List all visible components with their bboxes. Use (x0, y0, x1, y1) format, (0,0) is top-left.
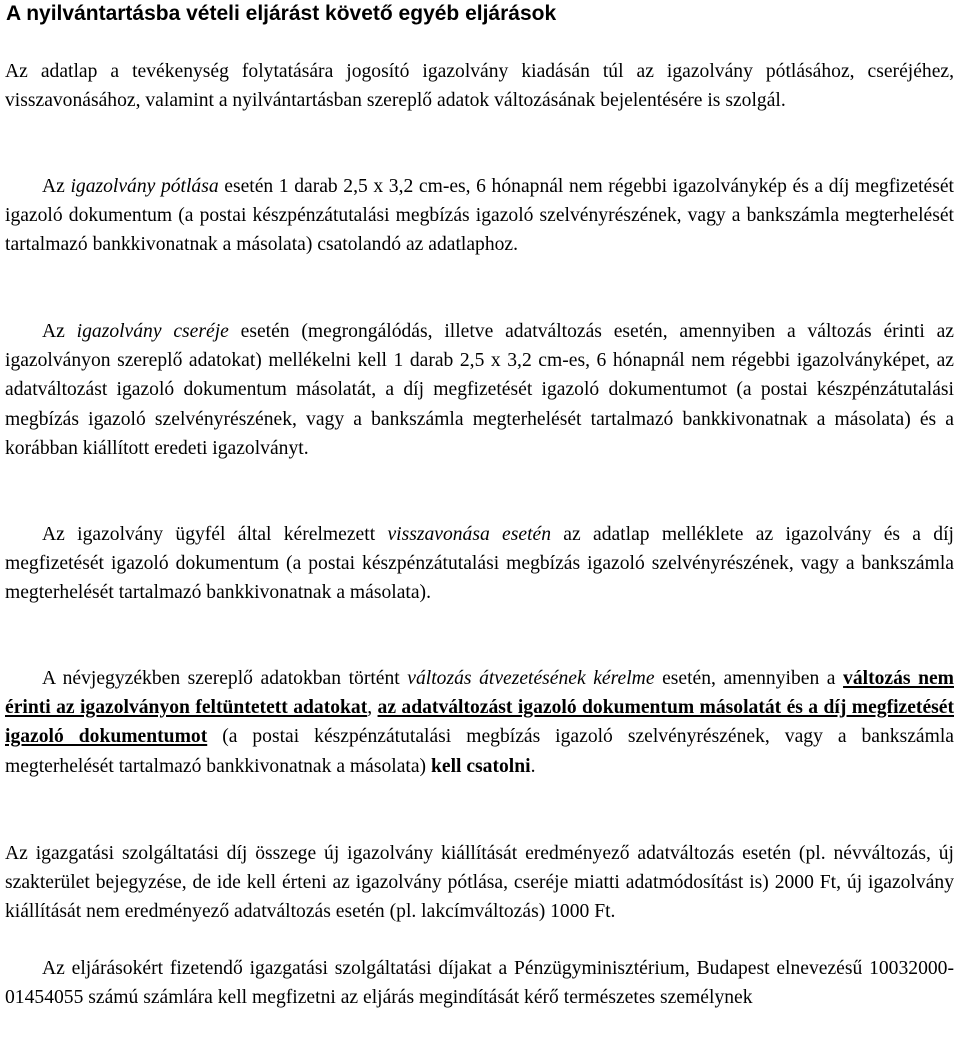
revocation-text-lead: Az igazolvány ügyfél által kérelmezett (42, 524, 388, 545)
replacement-text-lead: Az (42, 176, 71, 197)
exchange-text-lead: Az (42, 321, 77, 342)
change-must-attach: kell csatolni (430, 755, 531, 777)
exchange-term: igazolvány cseréje (76, 321, 229, 342)
payment-paragraph: Az eljárásokért fizetendő igazgatási szolgáltatási díjakat a Pénzügyminisztérium, Budapest elnevezésű 10032000-01454055 számú számlára kell megfizetni az eljárás megindítását kérő természetes személynek (5, 958, 954, 1009)
revocation-term: visszavonása esetén (387, 524, 552, 545)
replacement-text-body: esetén 1 darab 2,5 x 3,2 cm-es, 6 hónapnál nem régebbi igazolványkép és a díj megfizetését igazoló dokumentum (a postai készpénzátutalási megbízás igazoló szelvényrészének, vagy a bankszámla megterhelését tartalmazó bankkivonatnak a másolata) csatolandó az adatlaphoz. (5, 176, 955, 256)
exchange-text-body: esetén (megrongálódás, illetve adatváltozás esetén, amennyiben a változás érinti az igazolványon szereplő adatokat) mellékelni kell 1 darab 2,5 x 3,2 cm-es, 6 hónapnál nem régebbi igazolványképet, az adatváltozást igazoló dokumentum másolatát, a díj megfizetését igazoló dokumentumot (a postai készpénzátutalási megbízás igazoló szelvényrészének, vagy a bankszámla megterhelését tartalmazó bankkivonatnak a másolata) és a korábban kiállított eredeti igazolványt. (5, 321, 954, 459)
change-text-lead: A névjegyzékben szereplő adatokban történt (42, 668, 408, 689)
change-condition-emphasis: változás nem érinti az igazolványon feltüntetett adatokat (5, 668, 954, 719)
change-separator: , (367, 697, 378, 719)
intro-paragraph: Az adatlap a tevékenység folytatására jogosító igazolvány kiadásán túl az igazolvány pótlásához, cseréjéhez, visszavonásához, valamint a nyilvántartásban szereplő adatok változásának bejelentésére is szolgál. (5, 61, 954, 112)
section-heading: A nyilvántartásba vételi eljárást követő egyéb eljárások (6, 2, 557, 25)
revocation-text-body: az adatlap melléklete az igazolvány és a díj megfizetését igazoló dokumentum (a postai készpénzátutalási megbízás igazoló szelvényrészének, vagy a bankszámla megterhelését tartalmazó bankkivonatnak a másolata). (5, 524, 954, 604)
change-term: változás átvezetésének kérelme (407, 668, 655, 689)
revocation-paragraph (5, 520, 954, 608)
change-text-end: . (530, 755, 536, 777)
change-text-body: (a postai készpénzátutalási megbízás igazoló szelvényrészének, vagy a bankszámla megterhelését tartalmazó bankkivonatnak a másolata) (5, 726, 954, 777)
change-documents-emphasis: az adatváltozást igazoló dokumentum másolatát és a díj megfizetését igazoló dokumentumot (5, 697, 954, 748)
change-text-mid: esetén, amennyiben a (654, 668, 844, 689)
fee-paragraph: Az igazgatási szolgáltatási díj összege új igazolvány kiállítását eredményező adatváltozás esetén (pl. névváltozás, új szakterület bejegyzése, de ide kell érteni az igazolvány pótlása, cseréje miatti adatmódosítást is) 2000 Ft, új igazolvány kiállítását nem eredményező adatváltozás esetén (pl. lakcímváltozás) 1000 Ft. (5, 843, 954, 923)
replacement-term: igazolvány pótlása (70, 176, 219, 197)
exchange-paragraph (5, 317, 954, 463)
change-paragraph (5, 664, 954, 781)
replacement-paragraph (5, 172, 954, 260)
